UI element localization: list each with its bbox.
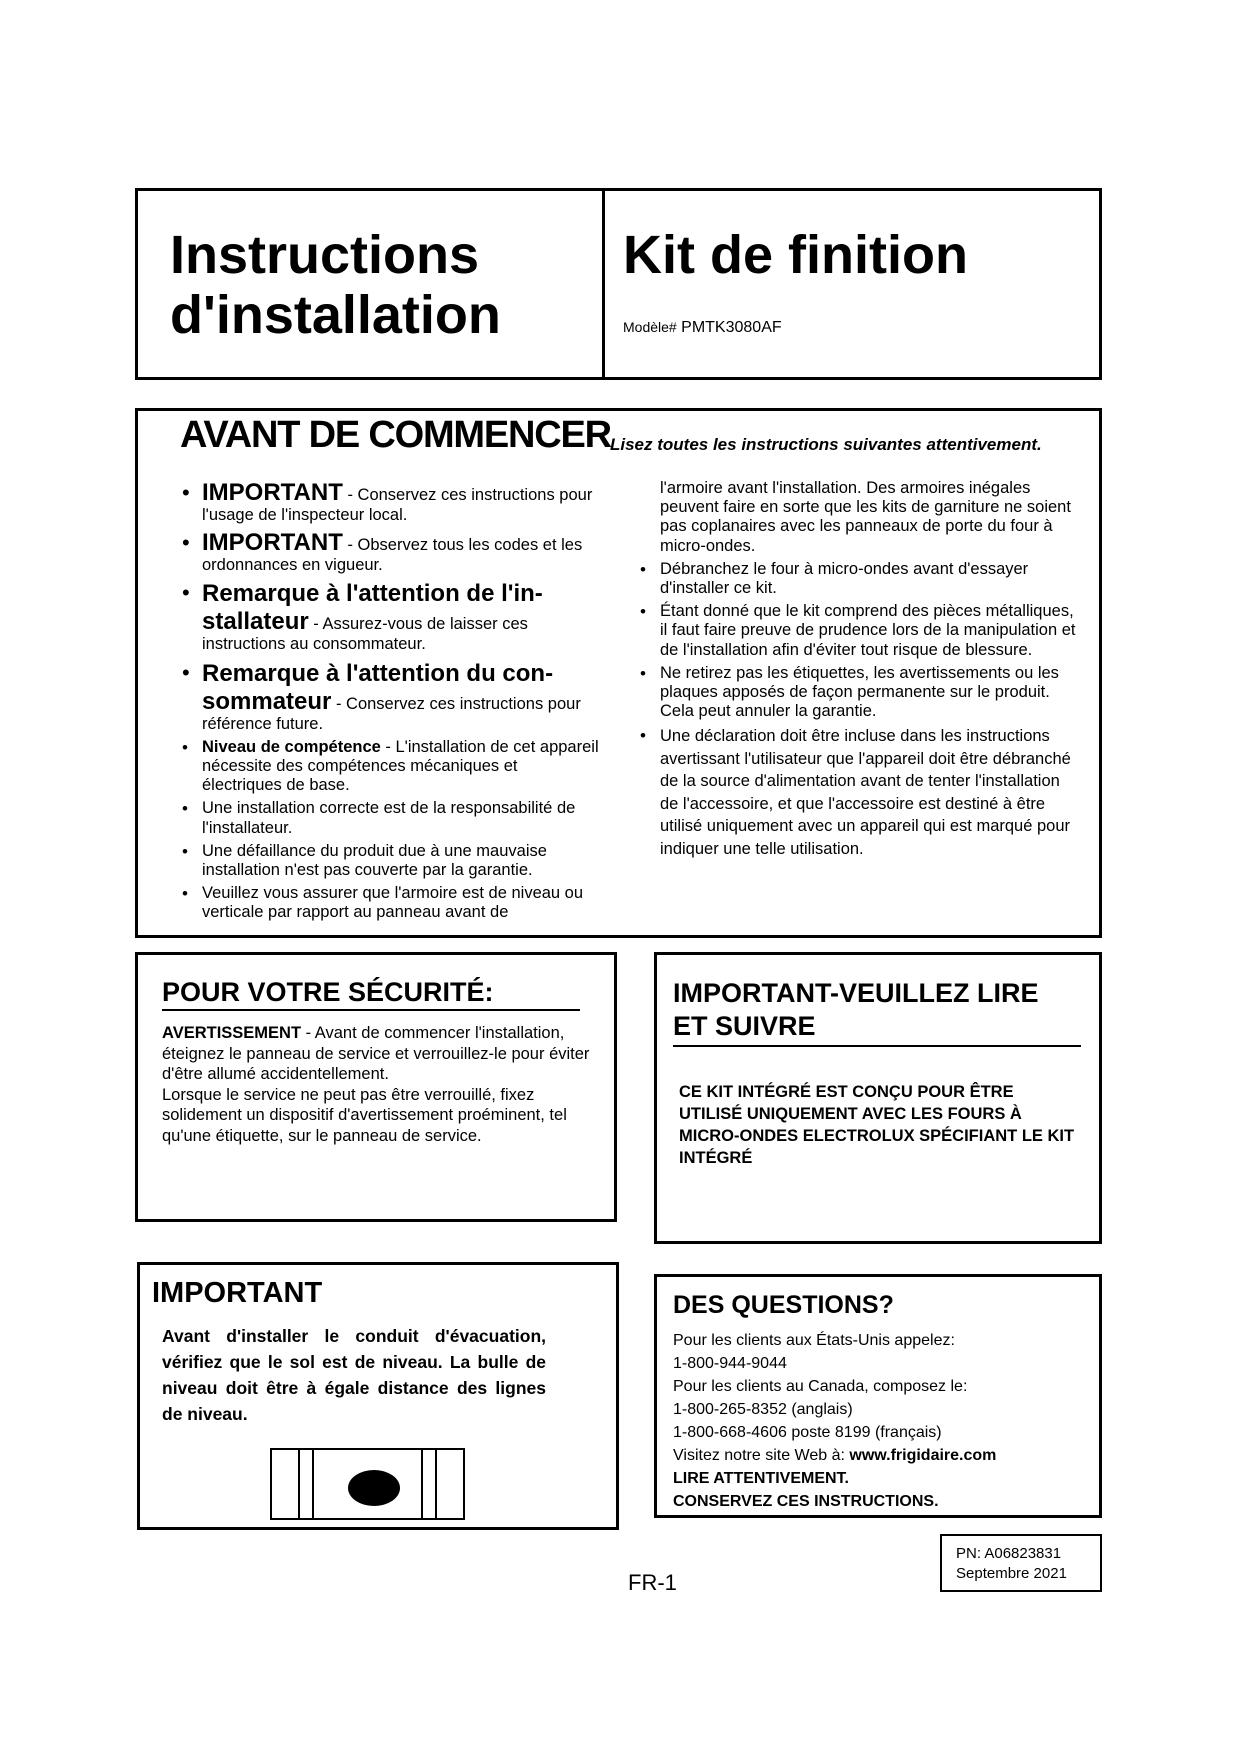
read-notice: LIRE ATTENTIVEMENT. — [673, 1470, 849, 1487]
veuillez-title-line-1: IMPORTANT-VEUILLEZ LIRE — [673, 978, 1039, 1008]
avant-title: AVANT DE COMMENCER — [180, 414, 611, 456]
list-item — [180, 479, 600, 525]
veuillez-title-line-2: ET SUIVRE — [673, 1011, 816, 1041]
item-text: Une défaillance du produit due à une mauvaise installation n'est pas couverte par la garantie. — [202, 841, 547, 880]
list-item — [180, 738, 600, 796]
level-line — [312, 1450, 314, 1518]
warning-label: AVERTISSEMENT — [162, 1024, 302, 1042]
list-item — [180, 579, 600, 654]
part-number-text — [956, 1544, 1067, 1584]
list-item — [638, 725, 1078, 860]
item-text: - Assurez-vous de laisser ces instructions au consommateur. — [202, 615, 528, 654]
model-label: Modèle# — [623, 319, 677, 335]
us-phone: 1-800-944-9044 — [673, 1355, 787, 1372]
questions-title: DES QUESTIONS? — [673, 1291, 894, 1319]
item-text: Débranchez le four à micro-ondes avant d'essayer d'installer ce kit. — [660, 559, 1029, 598]
securite-section — [135, 952, 617, 1222]
questions-section — [654, 1274, 1102, 1518]
title-underline — [673, 1045, 1081, 1047]
level-line — [421, 1450, 423, 1518]
item-label: stallateur — [202, 608, 309, 636]
questions-text — [673, 1329, 1093, 1513]
item-text: Étant donné que le kit comprend des pièces métalliques, il faut faire preuve de prudence lors de la manipulation et de l'installation afin d'éviter tout risque de blessure. — [660, 602, 1076, 659]
title-line-2: d'installation — [170, 285, 501, 345]
list-item — [638, 664, 1078, 722]
web-label: Visitez notre site Web à: — [673, 1447, 850, 1464]
model-line — [623, 319, 782, 337]
item-text: - L'installation de cet appareil nécessite des compétences mécaniques et électriques de base. — [202, 737, 599, 795]
revision-date: Septembre 2021 — [956, 1565, 1067, 1582]
veuillez-text: CE KIT INTÉGRÉ EST CONÇU POUR ÊTRE UTILISÉ UNIQUEMENT AVEC LES FOURS À MICRO-ONDES ELECTROLUX SPÉCIFIANT LE KIT INTÉGRÉ — [679, 1083, 1075, 1167]
list-item — [180, 799, 600, 837]
part-number: PN: A06823831 — [956, 1545, 1062, 1562]
level-line — [435, 1450, 437, 1518]
important-title: IMPORTANT — [152, 1277, 323, 1309]
avant-left-column — [180, 479, 600, 927]
page-number: FR-1 — [628, 1570, 677, 1595]
part-number-box — [940, 1534, 1102, 1592]
veuillez-title — [673, 977, 1039, 1043]
important-text: Avant d'installer le conduit d'évacuation, vérifiez que le sol est de niveau. La bulle de niveau doit être à égale distance des lignes de niveau. — [162, 1326, 546, 1424]
header-title-box — [135, 188, 605, 380]
item-text: - Conservez ces instructions pour l'usage de l'inspecteur local. — [202, 486, 593, 524]
warning-text-2: Lorsque le service ne peut pas être verrouillé, fixez solidement un dispositif d'avertissement proéminent, tel qu'une étiquette, sur le panneau de service. — [162, 1085, 567, 1145]
list-item — [180, 659, 600, 734]
veuillez-section — [654, 952, 1102, 1244]
item-text: - Observez tous les codes et les ordonnances en vigueur. — [202, 536, 583, 575]
model-number: PMTK3080AF — [681, 319, 782, 336]
ca-phone-en: 1-800-265-8352 (anglais) — [673, 1401, 853, 1418]
ca-phone-fr: 1-800-668-4606 poste 8199 (français) — [673, 1424, 942, 1441]
kit-title: Kit de finition — [623, 225, 968, 285]
item-label: sommateur — [202, 687, 332, 715]
item-text: - Conservez ces instructions pour référence future. — [202, 694, 581, 733]
us-label: Pour les clients aux États-Unis appelez: — [673, 1332, 955, 1349]
website-line — [673, 1444, 1093, 1467]
list-item — [638, 560, 1078, 598]
item-label: IMPORTANT — [202, 479, 343, 506]
item-text: Veuillez vous assurer que l'armoire est de niveau ou verticale par rapport au panneau avant de — [202, 884, 584, 922]
website-link[interactable]: www.frigidaire.com — [849, 1447, 997, 1464]
bubble-level-illustration — [270, 1448, 465, 1520]
securite-text — [162, 1023, 592, 1146]
important-section — [137, 1262, 619, 1530]
item-label: IMPORTANT — [202, 529, 343, 557]
title-underline — [162, 1009, 580, 1011]
list-item — [180, 529, 600, 575]
avant-right-column — [638, 479, 1078, 864]
level-line — [298, 1450, 300, 1518]
title-line-1: Instructions — [170, 225, 480, 285]
list-item — [180, 842, 600, 880]
warning-text: - Avant de commencer l'installation, éteignez le panneau de service et verrouillez-le pour éviter d'être allumé accidentellement. — [162, 1024, 590, 1083]
item-lead: • Remarque à l'attention du con- — [202, 659, 554, 687]
item-text: Une installation correcte est de la responsabilité de l'installateur. — [202, 799, 576, 837]
keep-notice: CONSERVEZ CES INSTRUCTIONS. — [673, 1493, 939, 1510]
level-bubble — [348, 1470, 400, 1506]
continuation-text: l'armoire avant l'installation. Des armoires inégales peuvent faire en sorte que les kits de garniture ne soient pas coplanaires avec les panneaux de porte du four à micro-ondes. — [660, 479, 1071, 555]
list-item — [180, 884, 600, 922]
ca-label: Pour les clients au Canada, composez le: — [673, 1378, 968, 1395]
document-title — [170, 225, 501, 345]
item-text: Ne retirez pas les étiquettes, les avertissements ou les plaques apposés de façon permanente sur le produit. Cela peut annuler la garantie. — [660, 663, 1059, 721]
securite-title: POUR VOTRE SÉCURITÉ: — [162, 977, 494, 1007]
header-kit-box — [602, 188, 1102, 380]
item-label: Niveau de compétence — [202, 737, 381, 756]
item-text: Une déclaration doit être incluse dans les instructions avertissant l'utilisateur que l'appareil doit être débranché de la source d'alimentation avant de tenter l'installation de l'accessoire, et que l'accessoire est destiné à être utilisé uniquement avec un appareil qui est marqué pour indiquer une telle utilisation. — [660, 727, 1071, 858]
item-lead: • Remarque à l'attention de l'in- — [202, 580, 543, 608]
avant-section — [135, 408, 1102, 938]
avant-subtitle: Lisez toutes les instructions suivantes attentivement. — [610, 435, 1042, 454]
list-item — [638, 602, 1078, 660]
